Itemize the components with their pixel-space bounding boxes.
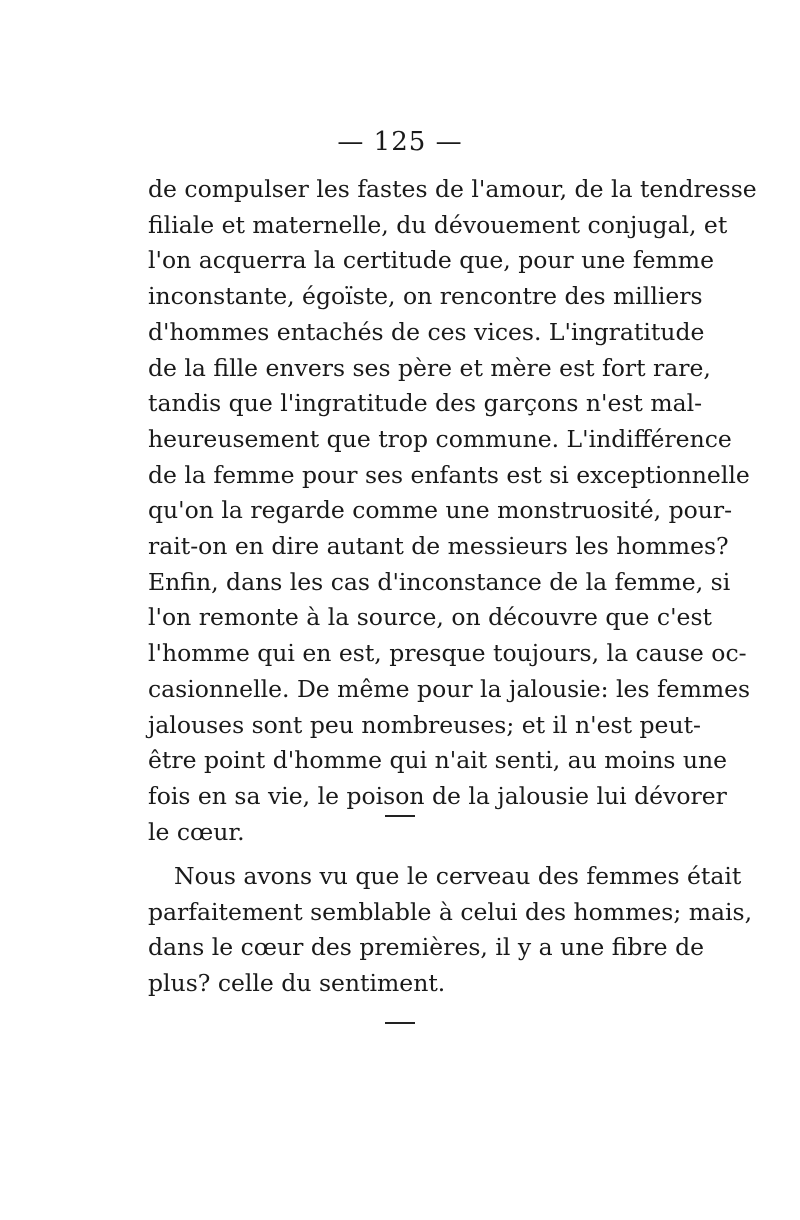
text-line: l'on acquerra la certitude que, pour une femme <box>148 246 714 275</box>
paragraph-new <box>148 859 753 1002</box>
text-line: de compulser les fastes de l'amour, de la tendresse <box>148 175 757 203</box>
text-line: casionnelle. De même pour la jalousie: les femmes <box>148 674 751 703</box>
paragraph-continuation <box>148 172 757 850</box>
text-line: fois en sa vie, le poison de la jalousie lui dévorer <box>148 781 727 810</box>
text-line: jalouses sont peu nombreuses; et il n'est peut- <box>148 710 701 739</box>
text-line: l'on remonte à la source, on découvre que c'est <box>148 603 712 632</box>
text-line: inconstante, égoïste, on rencontre des milliers <box>148 282 703 311</box>
text-line: parfaitement semblable à celui des hommes; mais, <box>148 897 753 926</box>
text-line: être point d'homme qui n'ait senti, au moins une <box>148 746 728 775</box>
text-line: l'homme qui en est, presque toujours, la cause oc- <box>148 639 747 668</box>
text-line: heureusement que trop commune. L'indifférence <box>148 424 732 453</box>
text-line: d'hommes entachés de ces vices. L'ingratitude <box>148 317 705 346</box>
section-divider <box>385 1022 415 1024</box>
text-line: dans le cœur des premières, il y a une fibre de <box>148 933 705 962</box>
text-line: rait-on en dire autant de messieurs les hommes? <box>148 532 729 561</box>
text-line: plus? celle du sentiment. <box>148 969 446 998</box>
text-line: le cœur. <box>148 817 245 846</box>
section-divider <box>385 815 415 817</box>
text-line: qu'on la regarde comme une monstruosité, pour- <box>148 496 733 525</box>
text-line: de la fille envers ses père et mère est fort rare, <box>148 353 711 382</box>
text-line: tandis que l'ingratitude des garçons n'est mal- <box>148 389 703 418</box>
text-line: de la femme pour ses enfants est si exceptionnelle <box>148 460 750 489</box>
page-number: — 125 — <box>337 127 463 157</box>
text-line: Nous avons vu que le cerveau des femmes était <box>174 862 742 890</box>
text-line: Enfin, dans les cas d'inconstance de la femme, si <box>148 567 731 596</box>
text-line: filiale et maternelle, du dévouement conjugal, et <box>148 210 728 239</box>
